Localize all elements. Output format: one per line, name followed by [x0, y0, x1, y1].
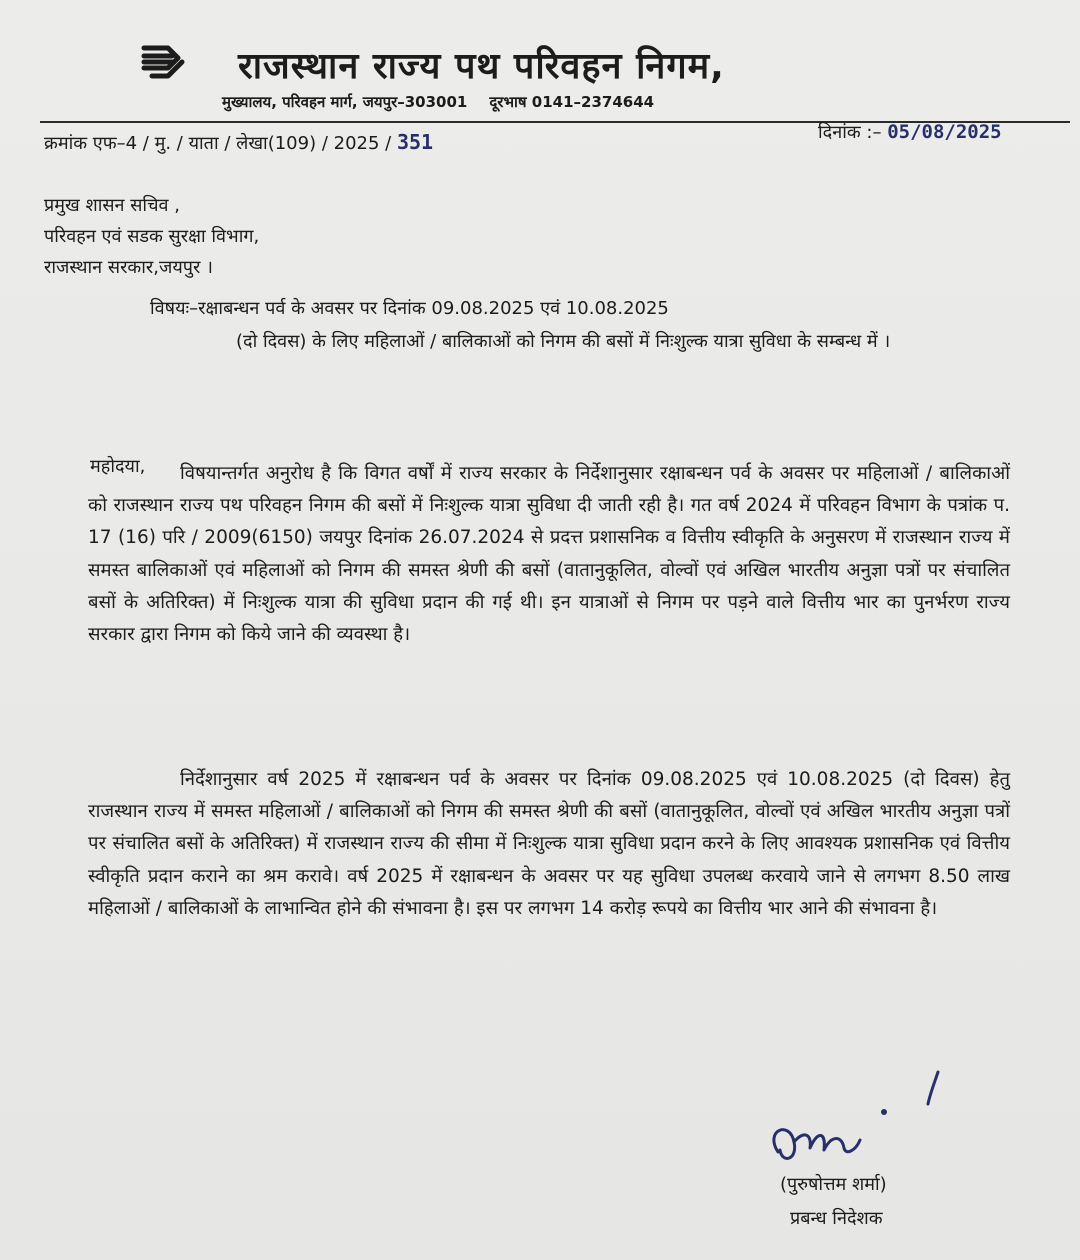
reference-handwritten-number: 351	[396, 130, 434, 154]
reference-number	[44, 130, 433, 155]
letter-date	[818, 120, 1002, 144]
date-label: दिनांक :–	[818, 122, 888, 143]
subject-line-1: विषयः–रक्षाबन्धन पर्व के अवसर पर दिनांक 09.08.2025 एवं 10.08.2025	[150, 298, 669, 319]
subject-block	[150, 292, 1010, 358]
signatory-name: (पुरुषोत्तम शर्मा)	[780, 1174, 887, 1195]
body-paragraph-1: विषयान्तर्गत अनुरोध है कि विगत वर्षों में राज्य सरकार के निर्देशानुसार रक्षाबन्धन पर्व के अवसर पर महिलाओं / बालिकाओं को राजस्थान राज्य पथ परिवहन निगम की बसों में निःशुल्क यात्रा सुविधा दी जाती रही है। गत वर्ष 2024 में परिवहन विभाग के पत्रांक प. 17 (16) परि / 2009(6150) जयपुर दिनांक 26.07.2024 से प्रदत्त प्रशासनिक व वित्तीय स्वीकृति के अनुसरण में राजस्थान राज्य में समस्त बालिकाओं एवं महिलाओं को निगम की समस्त श्रेणी की बसों (वातानुकूलित, वोल्वों एवं अखिल भारतीय अनुज्ञा पत्रों पर संचालित बसों के अतिरिक्त) में निःशुल्क यात्रा की सुविधा प्रदान की गई थी। इन यात्राओं से निगम पर पड़ने वाले वित्तीय भार का पुनर्भरण राज्य सरकार द्वारा निगम को किये जाने की व्यवस्था है।	[88, 463, 1010, 646]
signatory-title: प्रबन्ध निदेशक	[790, 1208, 883, 1229]
date-handwritten: 05/08/2025	[887, 121, 1002, 143]
headquarters-address: मुख्यालय, परिवहन मार्ग, जयपुर–303001	[222, 93, 468, 111]
salutation: महोदया,	[90, 456, 146, 477]
body-paragraph-2: निर्देशानुसार वर्ष 2025 में रक्षाबन्धन पर्व के अवसर पर दिनांक 09.08.2025 एवं 10.08.2025 (दो दिवस) हेतु राजस्थान राज्य में समस्त महिलाओं / बालिकाओं को निगम की समस्त श्रेणी की बसों (वातानुकूलित, वोल्वों एवं अखिल भारतीय अनुज्ञा पत्रों पर संचालित बसों के अतिरिक्त) में राजस्थान राज्य की सीमा में निःशुल्क यात्रा सुविधा प्रदान करने के लिए आवश्यक प्रशासनिक एवं वित्तीय स्वीकृति प्रदान कराने का श्रम करावे। वर्ष 2025 में रक्षाबन्धन के अवसर पर यह सुविधा उपलब्ध करवाये जाने से लगभग 8.50 लाख महिलाओं / बालिकाओं के लाभान्वित होने की संभावना है। इस पर लगभग 14 करोड़ रूपये का वित्तीय भार आने की संभावना है।	[88, 769, 1010, 919]
phone-number: दूरभाष 0141–2374644	[489, 93, 655, 111]
headquarters-line	[222, 92, 654, 112]
organization-name: राजस्थान राज्य पथ परिवहन निगम,	[238, 46, 725, 87]
recipient-line-1: प्रमुख शासन सचिव ,	[44, 195, 180, 216]
recipient-line-2: परिवहन एवं सडक सुरक्षा विभाग,	[44, 226, 260, 247]
recipient-line-3: राजस्थान सरकार,जयपुर ।	[44, 257, 213, 278]
handwritten-signature	[760, 1060, 960, 1170]
recipient-address	[44, 190, 259, 283]
reference-label: क्रमांक एफ–4 / मु. / याता / लेखा(109) / 2025 /	[44, 133, 397, 154]
rsrtc-logo-icon	[138, 40, 192, 84]
subject-continuation: (दो दिवस) के लिए महिलाओं / बालिकाओं को निगम की बसों में निःशुल्क यात्रा सुविधा के सम्बन्ध में ।	[236, 331, 891, 352]
